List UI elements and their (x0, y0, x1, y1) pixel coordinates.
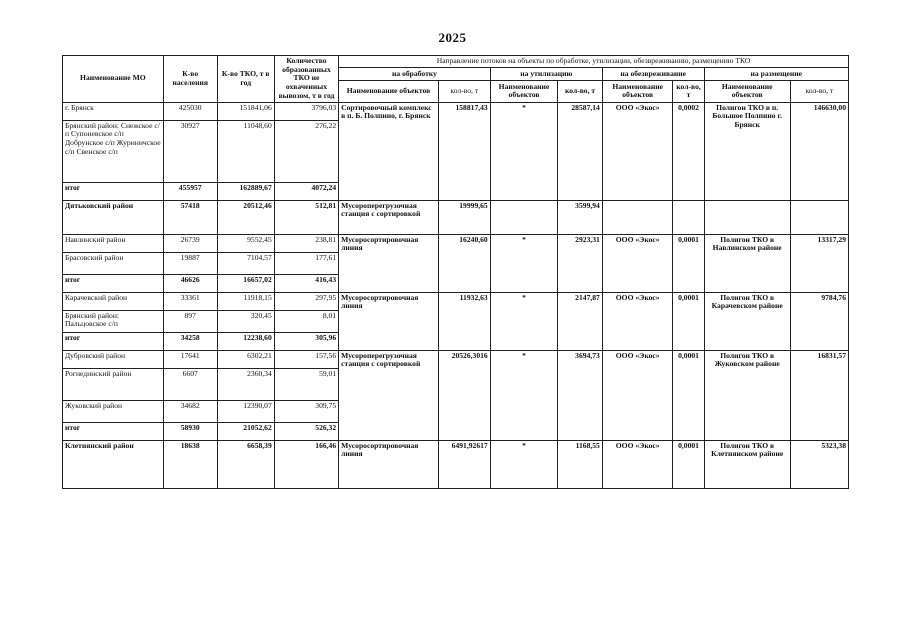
mo-name-cell: Карачевский район (63, 292, 164, 310)
not-covered-cell: 4072,24 (274, 182, 338, 200)
place-object-cell: Полигон ТКО в Навлинском районе (704, 234, 790, 292)
util-object-cell: * (490, 234, 557, 292)
page-title: 2025 (438, 30, 467, 45)
header-direction: Направление потоков на объекты по обработке, утилизации, обезвреживанию, размещению ТКО (339, 56, 849, 68)
proc-object-cell: Мусоросортировочная линия (339, 292, 439, 350)
neut-object-cell: ООО «Экос» (602, 440, 673, 488)
not-covered-cell: 3796,03 (274, 102, 338, 120)
util-qty-cell: 1168,55 (558, 440, 603, 488)
tko-cell: 320,45 (217, 310, 274, 332)
mo-name-cell: итог (63, 422, 164, 440)
util-qty-cell: 3694,73 (558, 350, 603, 440)
place-qty-cell (790, 200, 848, 234)
mo-name-cell: Навлинский район (63, 234, 164, 252)
table-row (63, 440, 849, 488)
population-cell: 57418 (163, 200, 217, 234)
mo-name-cell: итог (63, 332, 164, 350)
not-covered-cell: 297,95 (274, 292, 338, 310)
table-row (63, 292, 849, 310)
place-qty-cell: 9784,76 (790, 292, 848, 350)
header-neut-qty: кол-во, т (673, 80, 704, 102)
proc-qty-cell: 19999,65 (438, 200, 490, 234)
population-cell: 17641 (163, 350, 217, 368)
population-cell: 34258 (163, 332, 217, 350)
neut-qty-cell: 0,0001 (673, 440, 704, 488)
waste-flow-table (62, 55, 849, 489)
population-cell: 30927 (163, 120, 217, 182)
tko-cell: 151841,06 (217, 102, 274, 120)
population-cell: 6607 (163, 368, 217, 400)
population-cell: 455957 (163, 182, 217, 200)
proc-object-cell: Мусороперегрузочная станция с сортировкой (339, 200, 439, 234)
population-cell: 19887 (163, 252, 217, 274)
not-covered-cell: 8,01 (274, 310, 338, 332)
mo-name-cell: Рогнединский район (63, 368, 164, 400)
mo-name-cell: Брянский район: Пальцовское с/п (63, 310, 164, 332)
proc-qty-cell: 20526,3016 (438, 350, 490, 440)
population-cell: 26739 (163, 234, 217, 252)
population-cell: 46626 (163, 274, 217, 292)
header-mo: Наименование МО (63, 56, 164, 103)
tko-cell: 11918,15 (217, 292, 274, 310)
neut-object-cell (602, 200, 673, 234)
not-covered-cell: 309,75 (274, 400, 338, 422)
tko-cell: 11048,60 (217, 120, 274, 182)
mo-name-cell: Дубровский район (63, 350, 164, 368)
proc-qty-cell: 158817,43 (438, 102, 490, 200)
not-covered-cell: 512,81 (274, 200, 338, 234)
not-covered-cell: 157,56 (274, 350, 338, 368)
neut-qty-cell (673, 200, 704, 234)
not-covered-cell: 305,96 (274, 332, 338, 350)
header-proc-obj: Наименование объектов (339, 80, 439, 102)
place-qty-cell: 13317,29 (790, 234, 848, 292)
neut-qty-cell: 0,0001 (673, 350, 704, 440)
place-object-cell: Полигон ТКО в п. Большое Полпино г. Брянск (704, 102, 790, 200)
place-qty-cell: 5323,38 (790, 440, 848, 488)
mo-name-cell: итог (63, 274, 164, 292)
tko-cell: 12390,07 (217, 400, 274, 422)
util-object-cell: * (490, 440, 557, 488)
util-qty-cell: 28587,14 (558, 102, 603, 200)
not-covered-cell: 177,61 (274, 252, 338, 274)
tko-cell: 20512,46 (217, 200, 274, 234)
proc-object-cell: Мусоросортировочная линия (339, 440, 439, 488)
neut-object-cell: ООО «Экос» (602, 292, 673, 350)
proc-qty-cell: 6491,92617 (438, 440, 490, 488)
header-proc-qty: кол-во, т (438, 80, 490, 102)
proc-object-cell: Мусоросортировочная линия (339, 234, 439, 292)
tko-cell: 162889,67 (217, 182, 274, 200)
header-not-covered: Количество образованных ТКО не охваченных вывозом, т в год (274, 56, 338, 103)
population-cell: 34682 (163, 400, 217, 422)
place-object-cell: Полигон ТКО в Жуковском районе (704, 350, 790, 440)
table-header (63, 56, 849, 103)
tko-cell: 6302,21 (217, 350, 274, 368)
tko-cell: 21052,62 (217, 422, 274, 440)
place-object-cell (704, 200, 790, 234)
util-object-cell: * (490, 102, 557, 200)
mo-name-cell: Клетнянский район (63, 440, 164, 488)
header-util-obj: Наименование объектов (490, 80, 557, 102)
mo-name-cell: г. Брянск (63, 102, 164, 120)
tko-cell: 9552,45 (217, 234, 274, 252)
header-tko: К-во ТКО, т в год (217, 56, 274, 103)
proc-qty-cell: 11932,63 (438, 292, 490, 350)
neut-object-cell: ООО «Экос» (602, 350, 673, 440)
proc-object-cell: Сортировочный комплекс в п. Б. Полпино, г. Брянск (339, 102, 439, 200)
not-covered-cell: 526,32 (274, 422, 338, 440)
header-place-qty: кол-во, т (790, 80, 848, 102)
mo-name-cell: Жуковский район (63, 400, 164, 422)
util-object-cell: * (490, 292, 557, 350)
tko-cell: 2360,34 (217, 368, 274, 400)
not-covered-cell: 238,81 (274, 234, 338, 252)
util-object-cell (490, 200, 557, 234)
mo-name-cell: Брянский район: Снежское с/п Супоневское с/п Добрунское с/п Журиничское с/п Свенское с/п (63, 120, 164, 182)
header-util-qty: кол-во, т (558, 80, 603, 102)
header-place-obj: Наименование объектов (704, 80, 790, 102)
not-covered-cell: 416,43 (274, 274, 338, 292)
not-covered-cell: 166,46 (274, 440, 338, 488)
not-covered-cell: 59,01 (274, 368, 338, 400)
neut-qty-cell: 0,0001 (673, 292, 704, 350)
table-row (63, 200, 849, 234)
proc-qty-cell: 16240,60 (438, 234, 490, 292)
header-utilization: на утилизацию (490, 68, 602, 80)
table-body (63, 102, 849, 488)
util-qty-cell: 2147,87 (558, 292, 603, 350)
table-row (63, 102, 849, 120)
place-object-cell: Полигон ТКО в Карачевском районе (704, 292, 790, 350)
population-cell: 18638 (163, 440, 217, 488)
place-qty-cell: 16831,57 (790, 350, 848, 440)
neut-object-cell: ООО «Экос» (602, 234, 673, 292)
population-cell: 58930 (163, 422, 217, 440)
table-row (63, 234, 849, 252)
not-covered-cell: 276,22 (274, 120, 338, 182)
mo-name-cell: итог (63, 182, 164, 200)
neut-qty-cell: 0,0002 (673, 102, 704, 200)
util-qty-cell: 2923,31 (558, 234, 603, 292)
table-row (63, 350, 849, 368)
neut-object-cell: ООО «Экос» (602, 102, 673, 200)
util-object-cell: * (490, 350, 557, 440)
tko-cell: 7104,57 (217, 252, 274, 274)
header-placement: на размещение (704, 68, 848, 80)
header-processing: на обработку (339, 68, 491, 80)
population-cell: 33361 (163, 292, 217, 310)
population-cell: 897 (163, 310, 217, 332)
place-object-cell: Полигон ТКО в Клетнянском районе (704, 440, 790, 488)
header-neut-obj: Наименование объектов (602, 80, 673, 102)
mo-name-cell: Дятьковский район (63, 200, 164, 234)
util-qty-cell: 3599,94 (558, 200, 603, 234)
place-qty-cell: 146630,00 (790, 102, 848, 200)
tko-cell: 16657,02 (217, 274, 274, 292)
proc-object-cell: Мусороперегрузочная станция с сортировкой (339, 350, 439, 440)
header-neutralization: на обезвреживание (602, 68, 704, 80)
neut-qty-cell: 0,0001 (673, 234, 704, 292)
tko-cell: 12238,60 (217, 332, 274, 350)
tko-cell: 6658,39 (217, 440, 274, 488)
population-cell: 425030 (163, 102, 217, 120)
header-population: К-во населения (163, 56, 217, 103)
mo-name-cell: Брасовский район (63, 252, 164, 274)
